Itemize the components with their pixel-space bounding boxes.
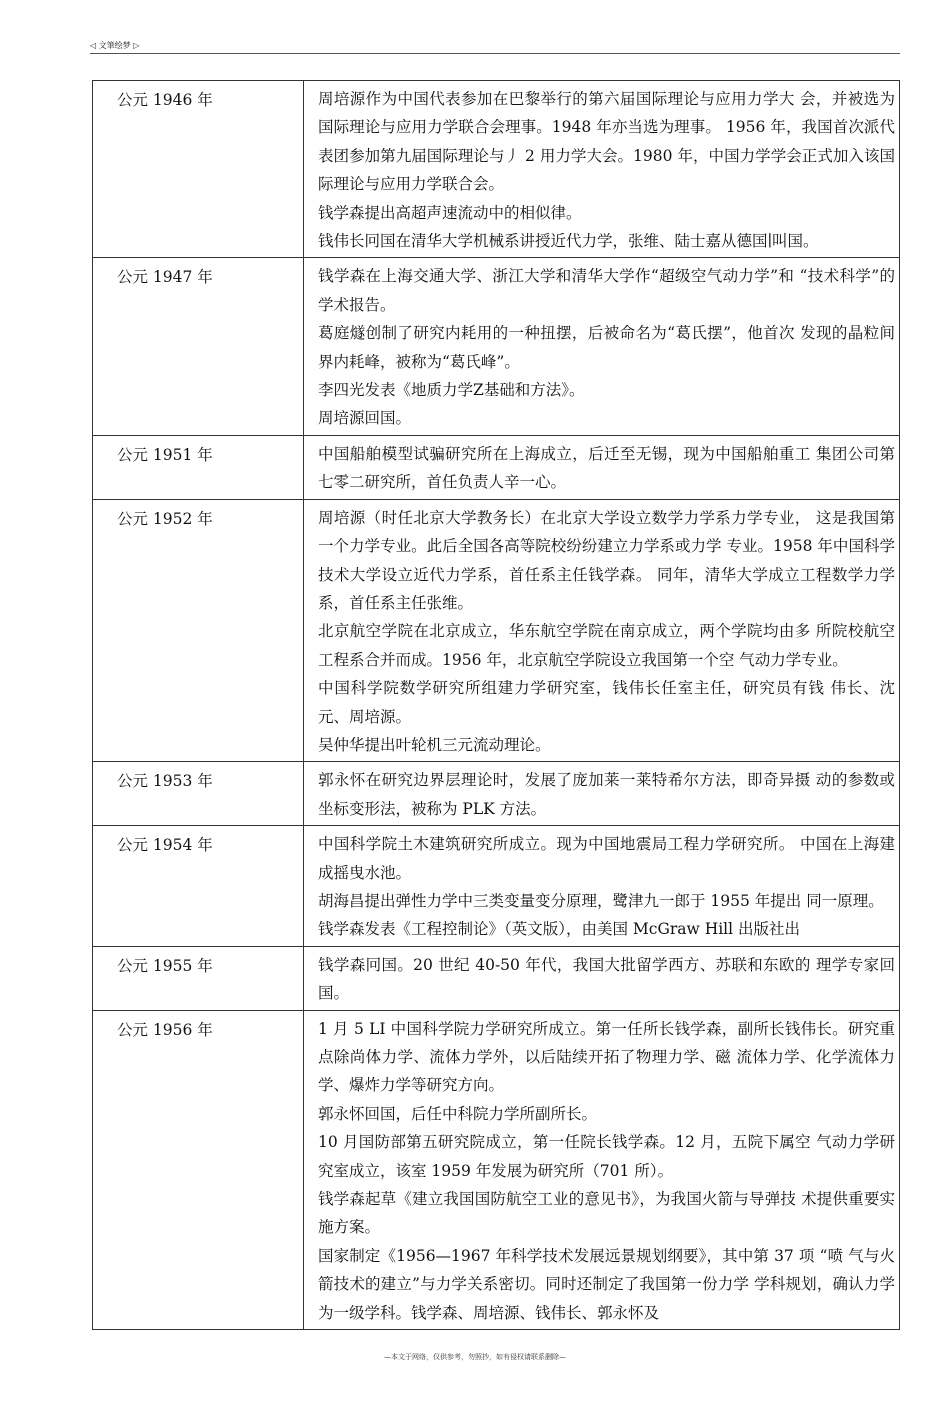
year-cell: 公元 1953 年 xyxy=(93,762,304,826)
events-cell xyxy=(304,499,900,762)
event-paragraph: 中国科学院土木建筑研究所成立。现为中国地震局工程力学研究所。 中国在上海建成摇曳水池。 xyxy=(318,835,895,882)
page-header: ◁ 文筆绘梦 ▷ xyxy=(90,41,140,50)
event-paragraph: 钱学森在上海交通大学、浙江大学和清华大学作“超级空气动力学”和 “技术科学”的学术报告。 xyxy=(318,267,895,314)
event-paragraph: 吴仲华提出叶轮机三元流动理论。 xyxy=(318,735,551,754)
table-row xyxy=(93,946,900,1010)
timeline-body xyxy=(93,81,900,1330)
event-paragraph: 钱学森提出高超声速流动中的相似律。 xyxy=(318,203,582,222)
event-paragraph: 葛庭燧创制了研究内耗用的一种扭摆，后被命名为“葛氏摆”，他首次 发现的晶粒间界内耗峰，被称为“葛氏峰”。 xyxy=(318,324,895,371)
event-paragraph: 钱学森发表《工程控制论》（英文版），由美国 McGraw Hill 出版社出 xyxy=(318,920,801,939)
events-cell xyxy=(304,762,900,826)
event-paragraph: 周培源作为中国代表参加在巴黎举行的第六届国际理论与应用力学大 会，并被选为国际理论与应用力学联合会理事。1948 年亦当选为理事。 1956 年，我国首次派代表团参加第九届国际理论与丿 2 用力学大会。1980 年，中国力学学会正式加入该国际理论与应用力学联合会。 xyxy=(318,90,895,194)
event-paragraph: 周培源（时任北京大学教务长）在北京大学设立数学力学系力学专业， 这是我国第一个力学专业。此后全国各高等院校纷纷建立力学系或力学 专业。1958 年中国科学技术大学设立近代力学系，首任系主任钱学森。 同年，清华大学成立工程数学力学系，首任系主任张维。 xyxy=(318,508,895,612)
events-cell xyxy=(304,1010,900,1329)
year-cell: 公元 1947 年 xyxy=(93,258,304,435)
year-cell: 公元 1951 年 xyxy=(93,435,304,499)
event-paragraph: 1 月 5 LI 中国科学院力学研究所成立。第一任所长钱学森，副所长钱伟长。研究重点除尚体力学、流体力学外，以后陆续开拓了物理力学、磁 流体力学、化学流体力学、爆炸力学等研究方向。 xyxy=(318,1019,895,1095)
event-paragraph: 国家制定《1956—1967 年科学技术发展远景规划纲要》，其中第 37 项 “喷 气与火箭技术的建立”与力学关系密切。同时还制定了我国第一份力学 学科规划，确认力学为一级学科。钱学森、周培源、钱伟长、郭永怀及 xyxy=(318,1246,895,1322)
event-paragraph: 中国科学院数学研究所组建力学研究室，钱伟长任室主任，研究员有钱 伟长、沈元、周培源。 xyxy=(318,679,895,726)
table-row xyxy=(93,435,900,499)
year-cell: 公元 1946 年 xyxy=(93,81,304,258)
page-footer: —本文于网络，仅供参考，勿照抄，如有侵权请联系删除— xyxy=(384,1353,566,1361)
table-row xyxy=(93,258,900,435)
events-cell xyxy=(304,81,900,258)
table-row xyxy=(93,499,900,762)
event-paragraph: 北京航空学院在北京成立，华东航空学院在南京成立，两个学院均由多 所院校航空工程系合并而成。1956 年，北京航空学院设立我国第一个空 气动力学专业。 xyxy=(318,622,895,669)
table-row xyxy=(93,826,900,947)
events-cell xyxy=(304,826,900,947)
event-paragraph: 郭永怀回国，后任中科院力学所副所长。 xyxy=(318,1104,598,1123)
event-paragraph: 中国船舶模型试骗研究所在上海成立，后迁至无锡，现为中国船舶重工 集团公司第七零二研究所，首任负责人辛一心。 xyxy=(318,444,895,492)
events-cell xyxy=(304,435,900,499)
event-paragraph: 钱学森起草《建立我国国防航空工业的意见书》，为我国火箭与导弹技 术提供重要实施方案。 xyxy=(318,1190,895,1237)
event-paragraph: 郭永怀在研究边界层理论时，发展了庞加莱一莱特希尔方法，即奇异摄 动的参数或坐标变形法，被称为 PLK 方法。 xyxy=(318,771,895,818)
table-row xyxy=(93,762,900,826)
event-paragraph: 钱伟长冋国在清华大学机械系讲授近代力学，张维、陆士嘉从德国∣叫国。 xyxy=(318,232,819,251)
year-cell: 公元 1954 年 xyxy=(93,826,304,947)
year-cell: 公元 1956 年 xyxy=(93,1010,304,1329)
event-paragraph: 李四光发表《地质力学Z基础和方法》。 xyxy=(318,381,585,400)
event-paragraph: 周培源回国。 xyxy=(318,409,412,428)
year-cell: 公元 1955 年 xyxy=(93,946,304,1010)
timeline-table xyxy=(92,80,900,1330)
events-cell xyxy=(304,258,900,435)
event-paragraph: 钱学森冋国。20 世纪 40-50 年代，我国大批留学西方、苏联和东欧的 理学专家回国。 xyxy=(318,955,895,1003)
header-rule xyxy=(90,53,900,54)
events-cell xyxy=(304,946,900,1010)
year-cell: 公元 1952 年 xyxy=(93,499,304,762)
table-row xyxy=(93,1010,900,1329)
event-paragraph: 10 月国防部第五研究院成立，第一任院长钱学森。12 月，五院下属空 气动力学研究室成立，该室 1959 年发展为研究所（701 所）。 xyxy=(318,1133,895,1180)
table-row xyxy=(93,81,900,258)
event-paragraph: 胡海昌提出弹性力学中三类变量变分原理，鹭津九一郎于 1955 年提出 同一原理。 xyxy=(318,891,884,910)
